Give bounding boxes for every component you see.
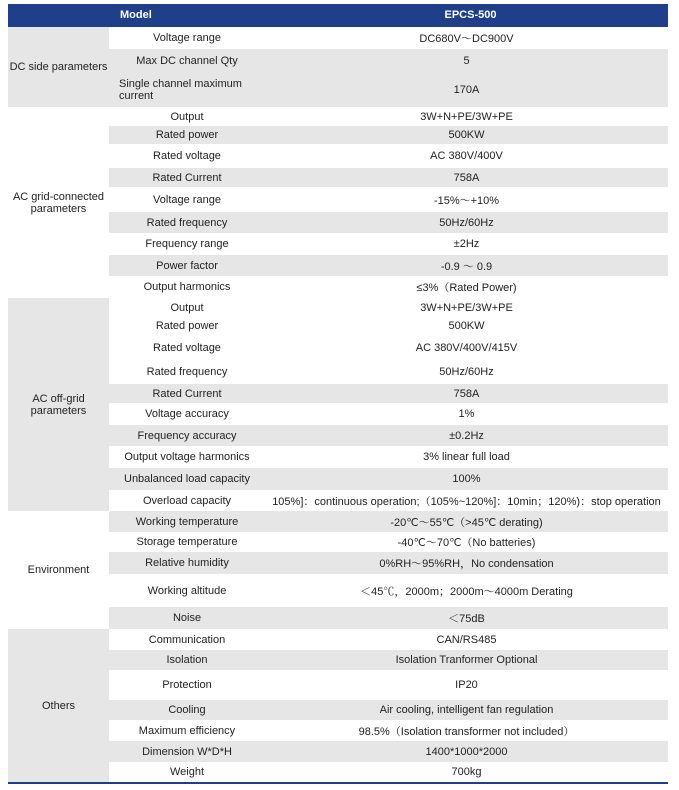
table-row [109,298,668,317]
table-row [109,187,668,212]
table-row [109,629,668,650]
group-label: AC off-grid parameters [8,298,109,511]
parameter-value: 105%]：continuous operation;（105%~120%]：10min；120%)：stop operation [272,495,661,508]
parameter-value: AC 380V/400V/415V [415,341,518,354]
parameter-value: 500KW [448,129,485,141]
parameter-name: Working altitude [147,584,227,597]
parameter-value: ±0.2Hz [449,429,484,442]
table-row [109,607,668,629]
parameter-name: Relative humidity [145,557,229,569]
table-row [109,49,668,73]
parameter-value: ＜45℃，2000m；2000m～4000m Derating [360,585,573,598]
table-row [109,762,668,782]
table-row [109,107,668,126]
parameter-value: 758A [453,171,480,184]
parameter-name: Output voltage harmonics [124,451,250,463]
parameter-name: Dimension W*D*H [142,745,232,758]
parameter-value: 5 [463,55,470,67]
parameter-value: 1400*1000*2000 [425,745,508,758]
table-row [109,360,668,384]
table-row [109,276,668,298]
table-row [109,403,668,425]
parameter-value: -15%～+10% [433,194,500,207]
parameter-value: IP20 [455,679,478,691]
parameter-value: 3W+N+PE/3W+PE [420,301,513,314]
parameter-value: CAN/RS485 [436,633,497,646]
parameter-name: Output harmonics [143,281,231,293]
parameter-name: Protection [162,679,212,691]
parameter-name: Single channel maximum current [119,78,242,102]
group-label: Environment [27,564,90,576]
table-row [109,168,668,187]
parameter-name: Rated Current [152,171,222,184]
parameter-name: Rated power [155,320,219,332]
parameter-value: 3W+N+PE/3W+PE [420,110,513,123]
table-row [109,27,668,49]
table-row [109,552,668,574]
table-row [109,511,668,532]
parameter-value: -0.9 ～ 0.9 [440,260,493,273]
parameter-name: Voltage range [153,32,221,44]
table-row [109,317,668,335]
parameter-name: Max DC channel Qty [136,55,238,67]
parameter-value: -20℃～55℃（>45℃ derating) [390,516,543,529]
parameter-value: 50Hz/60Hz [439,366,494,378]
table-row [109,720,668,741]
parameter-value: 700kg [451,766,482,778]
parameter-name: Power factor [156,259,218,272]
parameter-name: Rated frequency [146,366,228,378]
parameter-value: ＜75dB [448,613,485,625]
table-row [109,384,668,403]
parameter-name: Maximum efficiency [138,724,236,737]
parameter-name: Voltage accuracy [145,408,229,420]
table-row [109,255,668,276]
parameter-name: Voltage range [153,193,221,206]
parameter-name: Frequency accuracy [137,429,237,442]
parameter-name: Cooling [168,704,206,716]
parameter-value: Air cooling, intelligent fan regulation [379,704,554,716]
parameter-name: Storage temperature [136,536,238,548]
model-value: EPCS-500 [444,9,497,21]
parameter-value: 170A [453,84,480,96]
parameter-value: DC680V～DC900V [419,33,514,45]
parameter-value: AC 380V/400V [430,150,503,162]
table-row [109,446,668,468]
table-row [109,490,668,511]
table-row [109,144,668,168]
table-bottom-rule [8,782,668,784]
parameter-name: Output [170,110,204,123]
table-row [109,212,668,233]
table-row [109,335,668,360]
parameter-value: ±2Hz [453,238,480,250]
table-row [109,233,668,255]
parameter-value: ≤3%（Rated Power) [416,282,517,294]
parameter-name: Rated power [155,129,219,141]
parameter-name: Frequency range [145,238,229,250]
parameter-name: Unbalanced load capacity [124,473,250,485]
parameter-name: Rated Current [152,387,222,400]
parameter-name: Rated voltage [153,150,221,162]
table-header [8,4,668,27]
table-row [109,468,668,490]
parameter-name: Rated voltage [153,341,221,354]
parameter-value: -40℃～70℃（No batteries) [397,537,536,549]
parameter-value: Isolation Tranformer Optional [395,654,538,666]
group-label: AC grid-connected parameters [12,190,105,215]
table-row [109,741,668,762]
table-row [109,73,668,107]
table-row [109,532,668,552]
table-row [109,574,668,607]
parameter-name: Rated frequency [146,216,228,229]
parameter-value: 50Hz/60Hz [439,216,494,229]
model-label: Model [120,9,152,21]
parameter-name: Noise [172,612,202,624]
parameter-name: Communication [148,633,226,646]
parameter-value: 3% linear full load [423,451,510,463]
parameter-name: Isolation [166,654,208,666]
parameter-name: Output [170,301,204,314]
table-row [109,670,668,700]
parameter-value: 100% [452,473,481,485]
group-label: Others [8,629,109,782]
parameter-name: Overload capacity [142,494,232,507]
table-row [109,700,668,720]
table-row [109,126,668,144]
parameter-value: 758A [453,387,480,400]
parameter-name: Weight [169,766,205,778]
parameter-value: 0%RH～95%RH，No condensation [379,558,554,570]
parameter-value: 1% [458,408,475,420]
parameter-value: 500KW [448,320,485,332]
parameter-name: Working temperature [135,515,239,528]
parameter-value: 98.5%（Isolation transformer not included） [358,725,575,738]
group-label: DC side parameters [8,27,109,107]
table-row [109,650,668,670]
table-row [109,425,668,446]
